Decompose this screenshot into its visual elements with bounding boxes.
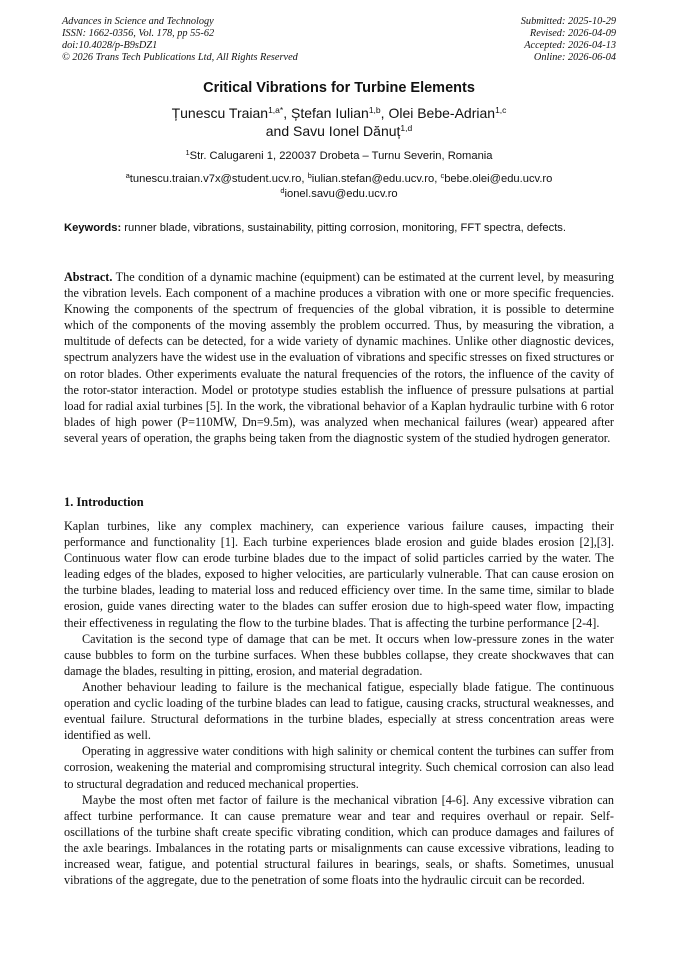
author-list bbox=[0, 104, 678, 140]
paragraph: Kaplan turbines, like any complex machinery, can experience various failure causes, impacting their performance and functionality [1]. Each turbine experiences blade erosion and guide blades erosion [2],[3]. Continuous water flow can erode turbine blades due to the impact of solid particles carried by the water. The leading edges of the blades, exposed to higher velocities, are particularly vulnerable. That can cause erosion on the turbine blades, leading to material loss and reduced efficiency over time. In the same time, similar to blade erosion, guide vanes directing water to the blades can suffer erosion due to high-speed water flow, impacting their effectiveness in regulating the flow to the turbine blades. That is affecting the turbine performance [2-4]. bbox=[64, 519, 614, 630]
author-separator: , bbox=[283, 105, 291, 121]
affiliation bbox=[0, 150, 678, 162]
paragraph: Operating in aggressive water conditions with high salinity or chemical content the turbines can suffer from corrosion, weakening the material and compromising structural integrity. Such chemical corrosion can also lead to structural degradation and reduced mechanical properties. bbox=[64, 744, 614, 791]
author-line-2 bbox=[0, 122, 678, 140]
email-list bbox=[0, 172, 678, 202]
keywords-block bbox=[64, 221, 614, 236]
journal-name: Advances in Science and Technology bbox=[62, 16, 214, 27]
author-separator: , bbox=[380, 105, 389, 121]
author-affil-mark: 1,c bbox=[495, 105, 507, 115]
paragraph: Cavitation is the second type of damage that can be met. It occurs when low-pressure zones in the water cause bubbles to form on the turbine surfaces. When these bubbles collapse, they create shockwaves that can damage the blades, resulting in pitting, erosion, and material degradation. bbox=[64, 631, 614, 678]
online-date: Online: 2026-06-04 bbox=[533, 52, 616, 63]
header-left bbox=[62, 16, 298, 64]
issn: ISSN: 1662-0356, Vol. 178, pp 55-62 bbox=[62, 28, 215, 39]
author-line-1 bbox=[0, 104, 678, 122]
abstract-text: The condition of a dynamic machine (equipment) can be estimated at the current level, by measuring the vibration levels. Each component of a machine produces a vibration with one or more specific frequencies. Knowing the components of the spectrum of frequencies of the global vibration, it is possible to determine which of the components of the moving assembly the problem occurred. Thus, by measuring the vibration, a multitude of defects can be detected, for a wide variety of dynamic machines. Unlike other diagnostic devices, spectrum analyzers have the widest use in the evaluation of vibrations and specific stresses on fixed structures or on rotor blades. Other experiments evaluate the natural frequencies of the rotors, the influence of the cavity of the rotor-stator interaction. Model or prototype studies establish the influence of pressure pulsations at partial load for radial axial turbines [5]. In the work, the vibrational behavior of a Kaplan hydraulic turbine with 6 rotor blades of high power (P=110MW, Dn=9.5m), was analyzed when mechanical failures (wear) appeared after several years of operation, the graphs being taken from the diagnostic system of the studied hydrogen generator. bbox=[64, 270, 614, 445]
email-address[interactable]: tunescu.traian.v7x@student.ucv.ro bbox=[129, 173, 302, 185]
abstract-block bbox=[64, 269, 614, 446]
doi[interactable]: doi:10.4028/p-B9sDZ1 bbox=[62, 40, 158, 51]
author-affil-mark: 1,a* bbox=[268, 105, 284, 115]
author-name: Olei Bebe-Adrian bbox=[388, 105, 496, 121]
email-line-2 bbox=[0, 187, 678, 202]
email-address[interactable]: iulian.stefan@edu.ucv.ro bbox=[311, 173, 435, 185]
keywords-label: Keywords: bbox=[64, 222, 122, 234]
author-conjunction: and bbox=[265, 123, 293, 139]
email-separator: , bbox=[301, 173, 308, 185]
email-mark: a bbox=[125, 171, 130, 180]
header-right bbox=[521, 16, 616, 64]
paragraph: Another behaviour leading to failure is the mechanical fatigue, especially blade fatigue. The continuous operation and cyclic loading of the turbine blades can lead to fatigue, causing cracks, structural weaknesses, and eventual failure. Structural deformations in the turbine blades, especially at stress concentration areas were identified as well. bbox=[64, 679, 614, 743]
copyright: © 2026 Trans Tech Publications Ltd, All Rights Reserved bbox=[62, 52, 298, 63]
author-affil-mark: 1,d bbox=[400, 123, 413, 133]
submitted-date: Submitted: 2025-10-29 bbox=[520, 16, 616, 27]
author-affil-mark: 1,b bbox=[368, 105, 381, 115]
author-name: Ștefan Iulian bbox=[290, 105, 369, 121]
email-mark: d bbox=[280, 186, 285, 195]
revised-date: Revised: 2026-04-09 bbox=[529, 28, 616, 39]
section-heading: 1. Introduction bbox=[64, 495, 144, 509]
abstract-label: Abstract. bbox=[64, 270, 113, 284]
email-address[interactable]: ionel.savu@edu.ucv.ro bbox=[284, 188, 398, 200]
accepted-date: Accepted: 2026-04-13 bbox=[524, 40, 616, 51]
email-address[interactable]: bebe.olei@edu.ucv.ro bbox=[444, 173, 553, 185]
author-name: Țunescu Traian bbox=[171, 105, 269, 121]
paper-title: Critical Vibrations for Turbine Elements bbox=[203, 80, 475, 96]
email-mark: c bbox=[440, 171, 445, 180]
author-name: Savu Ionel Dănuț bbox=[293, 123, 401, 139]
email-mark: b bbox=[307, 171, 312, 180]
email-line-1 bbox=[0, 172, 678, 187]
keywords-text: runner blade, vibrations, sustainability, pitting corrosion, monitoring, FFT spectra, defects. bbox=[121, 222, 567, 234]
email-separator: , bbox=[434, 173, 441, 185]
paragraph: Maybe the most often met factor of failure is the mechanical vibration [4-6]. Any excessive vibration can affect turbine performance. It can cause premature wear and tear and requires overhaul or repair. Self-oscillations of the turbine shaft create specific vibrating condition, which can produce damages and failures of the axle bearings. Imbalances in the rotating parts or misalignments can cause excessive vibrations, leading to increased wear, fatigue, and potential structural failures in bearings, seals, or shafts. Sometimes, unusual vibrations of the aggregate, due to the penetration of some floats into the hydraulic circuit can be recorded. bbox=[64, 792, 614, 888]
affiliation-text: Str. Calugareni 1, 220037 Drobeta – Turnu Severin, Romania bbox=[189, 150, 493, 162]
affiliation-mark: 1 bbox=[185, 148, 190, 157]
introduction-body bbox=[64, 518, 614, 888]
